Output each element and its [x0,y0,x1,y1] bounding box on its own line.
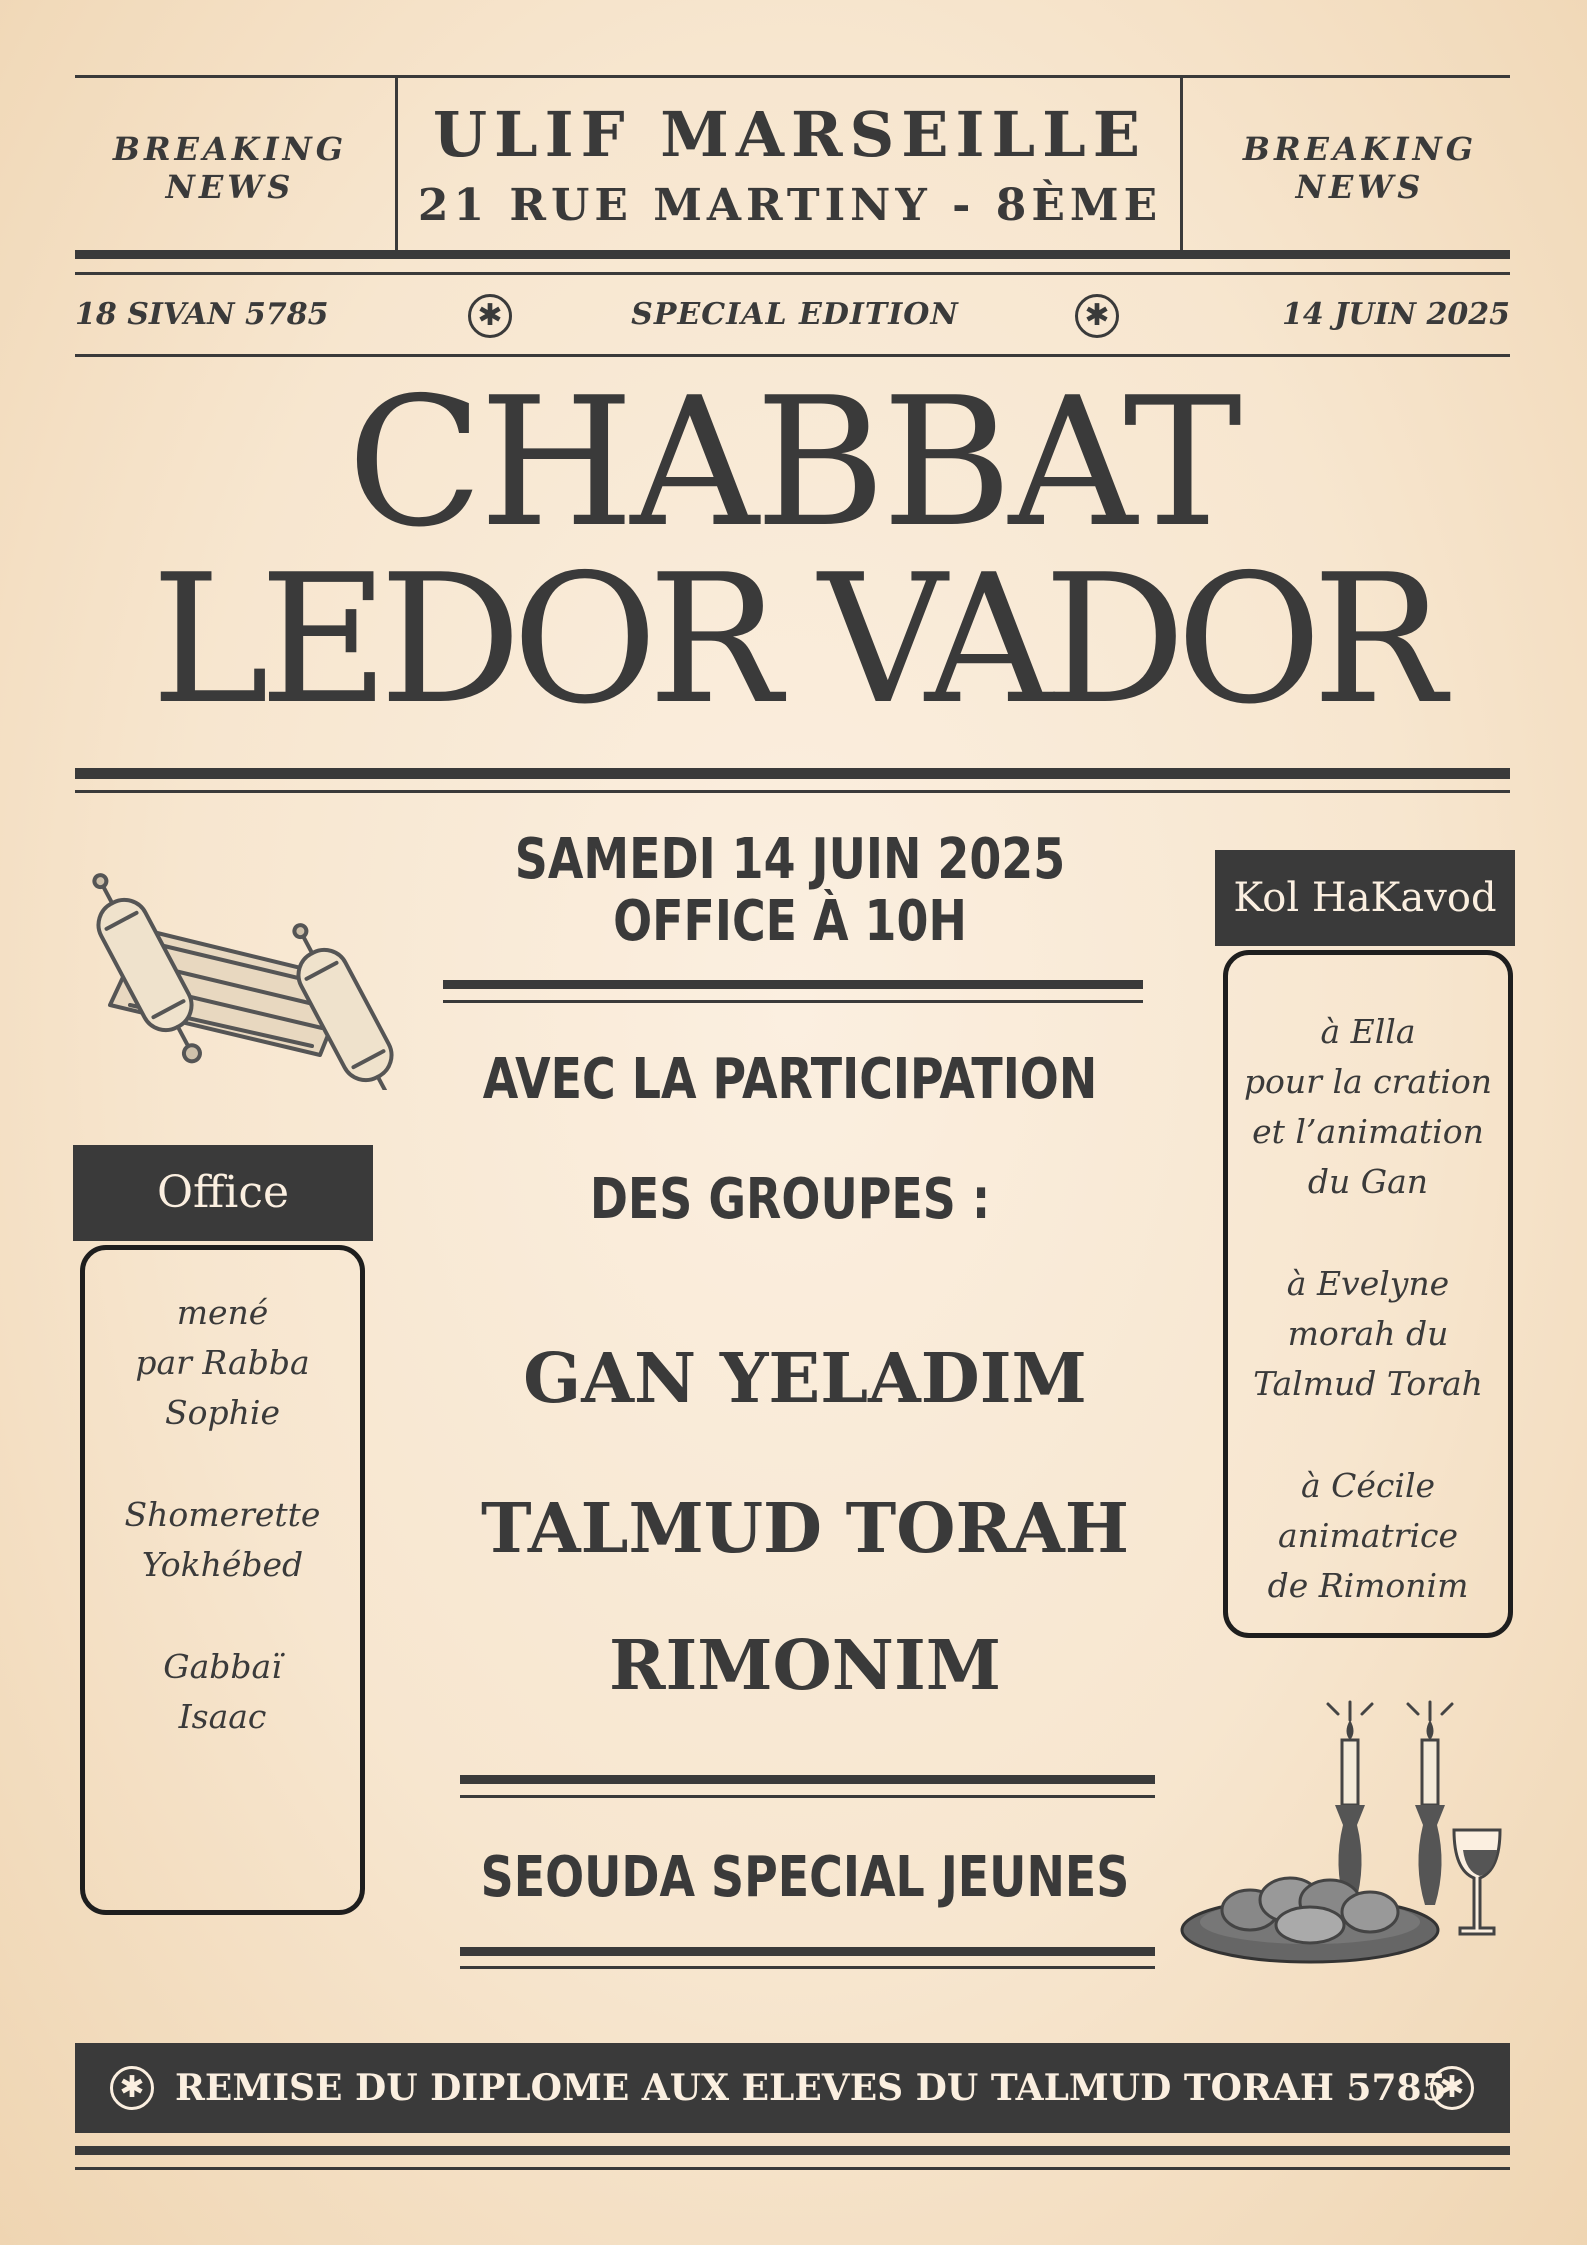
kavod-line: du Gan [1307,1162,1429,1201]
office-title: Office [73,1145,373,1241]
event-date: SAMEDI 14 JUIN 2025 [514,827,1066,892]
event-thin-rule [443,1000,1143,1003]
footer-thin-rule [75,2167,1510,2170]
seouda-bottom-thin-rule [460,1966,1155,1969]
masthead-divider-left [395,78,398,250]
kavod-line: à Evelyne [1286,1264,1450,1303]
kavod-line: pour la cration [1243,1062,1493,1101]
masthead-top-rule [75,75,1510,78]
participation-line-2: DES GROUPES : [589,1167,991,1232]
asterisk-circle-icon: ✱ [1075,294,1119,338]
group-talmud-torah: TALMUD TORAH [480,1489,1130,1569]
office-box [80,1245,365,1915]
seouda-bottom-thick-rule [460,1947,1155,1956]
seouda-top-thin-rule [460,1795,1155,1798]
office-line: mené [176,1293,269,1332]
org-address: 21 RUE MARTINY - 8ÈME [417,180,1163,231]
kavod-line: animatrice [1277,1516,1459,1555]
group-rimonim: RIMONIM [608,1626,1002,1706]
office-line: Shomerette [124,1495,321,1534]
shabbat-table-icon [1180,1690,1520,1980]
breaking-news-right: BREAKING NEWS [1242,130,1478,206]
masthead-divider-right [1180,78,1183,250]
kavod-line: à Cécile [1300,1466,1436,1505]
office-line: Gabbaï [163,1647,282,1686]
dateline-bottom-rule [75,354,1510,357]
group-gan-yeladim: GAN YELADIM [523,1339,1087,1419]
event-time: OFFICE À 10H [613,889,967,954]
kavod-line: à Ella [1320,1012,1416,1051]
office-line: Sophie [165,1393,280,1432]
masthead-bottom-thick-rule [75,250,1510,259]
kavod-line: de Rimonim [1267,1566,1469,1605]
footer-thick-rule [75,2146,1510,2155]
kavod-box [1223,950,1513,1638]
asterisk-circle-icon: ✱ [1430,2066,1474,2110]
org-name: ULIF MARSEILLE [432,98,1147,171]
office-line: par Rabba [135,1343,310,1382]
kavod-line: morah du [1287,1314,1449,1353]
office-line: Yokhébed [141,1545,304,1584]
headline-thick-rule [75,768,1510,779]
kavod-title: Kol HaKavod [1215,850,1515,946]
seouda-label: SEOUDA SPECIAL JEUNES [480,1845,1130,1910]
office-line: Isaac [178,1697,267,1736]
torah-scroll-icon [50,870,420,1090]
dateline-top-rule [75,272,1510,275]
event-thick-rule [443,980,1143,989]
headline-line-2: LEDOR VADOR [150,536,1437,743]
participation-line-1: AVEC LA PARTICIPATION [482,1047,1098,1112]
breaking-news-left: BREAKING NEWS [112,130,348,206]
edition-label: SPECIAL EDITION [631,297,959,332]
footer-banner-text: REMISE DU DIPLOME AUX ELEVES DU TALMUD TORAH 5785 [175,2067,1447,2109]
kavod-line: Talmud Torah [1253,1364,1483,1403]
seouda-top-thick-rule [460,1775,1155,1784]
headline-thin-rule [75,790,1510,793]
gregorian-date: 14 JUIN 2025 [1282,297,1510,332]
asterisk-circle-icon: ✱ [468,294,512,338]
hebrew-date: 18 SIVAN 5785 [75,297,329,332]
headline-line-1: CHABBAT [346,359,1239,566]
asterisk-circle-icon: ✱ [110,2066,154,2110]
kavod-line: et l’animation [1252,1112,1484,1151]
